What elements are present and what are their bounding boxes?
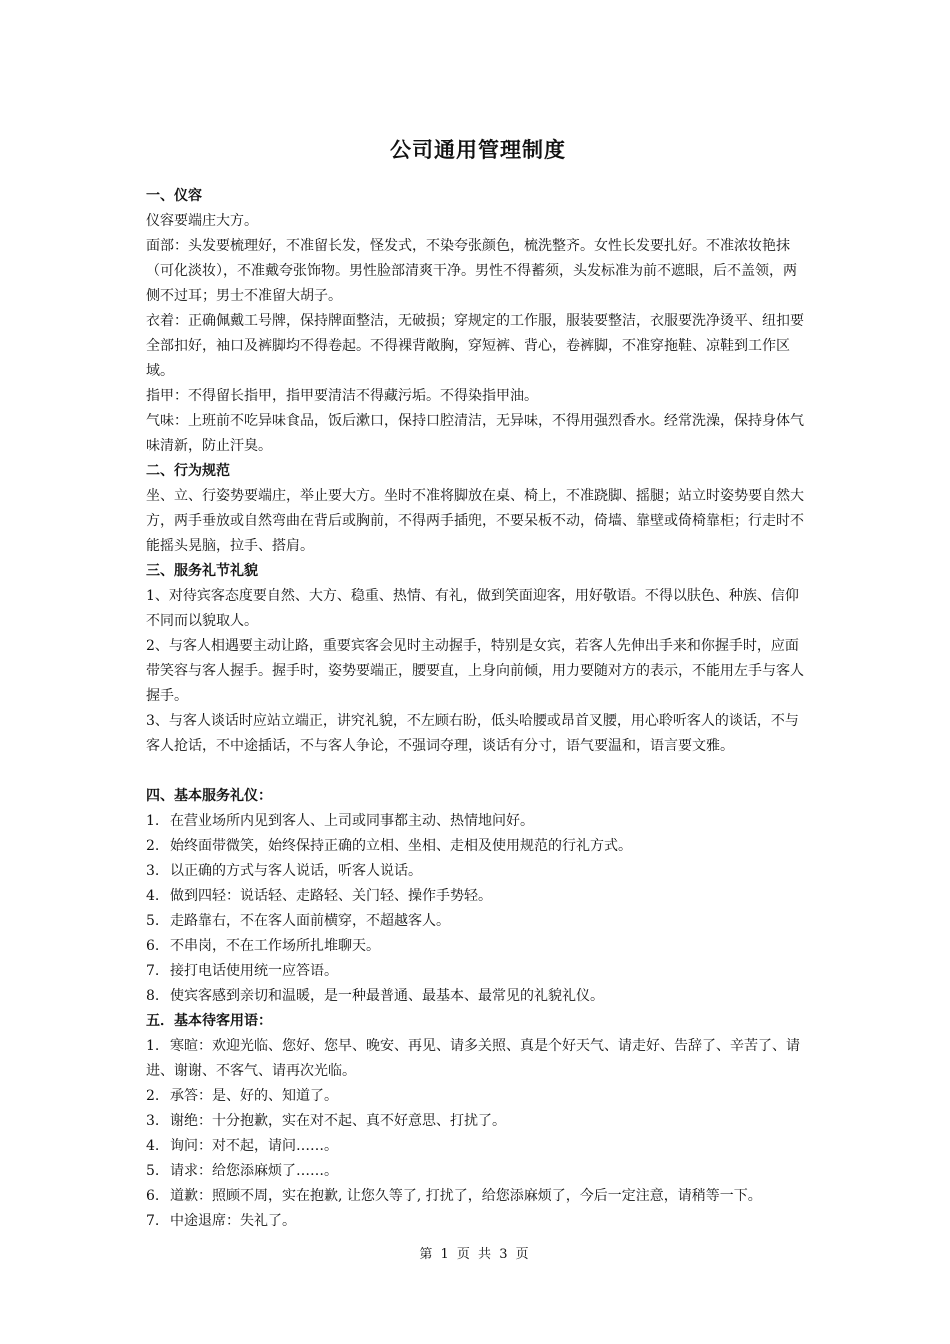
item-number: 5.	[146, 1163, 160, 1179]
section-heading: 一、仪容	[146, 188, 202, 204]
list-item	[146, 959, 810, 984]
item-text: 谢绝：十分抱歉，实在对不起、真不好意思、打扰了。	[170, 1113, 506, 1129]
item-text: 寒暄：欢迎光临、您好、您早、晚安、再见、请多关照、真是个好天气、请走好、告辞了、辛苦了、请进、谢谢、不客气、请再次光临。	[146, 1038, 800, 1079]
item-number: 7.	[146, 963, 160, 979]
item-number: 1.	[146, 813, 160, 829]
item-text: 在营业场所内见到客人、上司或同事都主动、热情地问好。	[170, 813, 534, 829]
list-item	[146, 1084, 810, 1109]
paragraph: 面部：头发要梳理好，不准留长发，怪发式，不染夸张颜色，梳洗整齐。女性长发要扎好。不准浓妆艳抹（可化淡妆），不准戴夸张饰物。男性脸部清爽干净。男性不得蓄须，头发标准为前不遮眼，后不盖领，两侧不过耳；男士不准留大胡子。	[146, 238, 797, 304]
item-text: 走路靠右，不在客人面前横穿，不超越客人。	[170, 913, 450, 929]
list-item	[146, 809, 810, 834]
list-item	[146, 1034, 810, 1084]
section-heading: 二、行为规范	[146, 463, 230, 479]
section-heading: 三、服务礼节礼貌	[146, 563, 258, 579]
item-text: 接打电话使用统一应答语。	[170, 963, 338, 979]
paragraph: 衣着：正确佩戴工号牌，保持牌面整洁，无破损；穿规定的工作服，服装要整洁，衣服要洗净烫平、纽扣要全部扣好，袖口及裤脚均不得卷起。不得裸背敞胸，穿短裤、背心，卷裤脚，不准穿拖鞋、凉鞋到工作区域。	[146, 313, 804, 379]
document-title: 公司通用管理制度	[390, 138, 566, 162]
list-item	[146, 909, 810, 934]
item-text: 承答：是、好的、知道了。	[170, 1088, 338, 1104]
list-item	[146, 1159, 810, 1184]
section-service-etiquette	[146, 559, 810, 759]
spacer	[146, 759, 810, 784]
item-number: 4.	[146, 1138, 160, 1154]
item-text: 使宾客感到亲切和温暖，是一种最普通、最基本、最常见的礼貌礼仪。	[170, 988, 604, 1004]
item-number: 7.	[146, 1213, 160, 1229]
item-number: 5.	[146, 913, 160, 929]
item-number: 3.	[146, 863, 160, 879]
item-text: 做到四轻：说话轻、走路轻、关门轻、操作手势轻。	[170, 888, 492, 904]
paragraph: 坐、立、行姿势要端庄，举止要大方。坐时不准将脚放在桌、椅上，不准跷脚、摇腿；站立时姿势要自然大方，两手垂放或自然弯曲在背后或胸前，不得两手插兜，不要呆板不动，倚墙、靠壁或倚椅靠柜；行走时不能摇头晃脑，拉手、搭肩。	[146, 488, 804, 554]
item-number: 8.	[146, 988, 160, 1004]
numbered-list	[146, 809, 810, 1009]
item-number: 2.	[146, 838, 160, 854]
numbered-list	[146, 1034, 810, 1234]
section-basic-service	[146, 784, 810, 1009]
page-footer: 第 1 页 共 3 页	[419, 1247, 531, 1262]
item-text: 请求：给您添麻烦了……。	[170, 1163, 338, 1179]
item-text: 询问：对不起，请问……。	[170, 1138, 338, 1154]
item-number: 3.	[146, 1113, 160, 1129]
list-item	[146, 859, 810, 884]
item-text: 不串岗，不在工作场所扎堆聊天。	[170, 938, 380, 954]
item-text: 中途退席：失礼了。	[170, 1213, 296, 1229]
item-number: 4.	[146, 888, 160, 904]
section-behavior	[146, 459, 810, 559]
list-item	[146, 1134, 810, 1159]
section-greeting-phrases	[146, 1009, 810, 1234]
list-item	[146, 934, 810, 959]
paragraph: 气味：上班前不吃异味食品，饭后漱口，保持口腔清洁，无异味，不得用强烈香水。经常洗澡，保持身体气味清新，防止汗臭。	[146, 413, 804, 454]
section-appearance	[146, 184, 810, 459]
item-text: 以正确的方式与客人说话，听客人说话。	[170, 863, 422, 879]
item-number: 2.	[146, 1088, 160, 1104]
section-heading: 四、基本服务礼仪：	[146, 788, 272, 804]
list-item	[146, 1109, 810, 1134]
list-item	[146, 834, 810, 859]
paragraph: 3、与客人谈话时应站立端正，讲究礼貌，不左顾右盼，低头哈腰或昂首叉腰，用心聆听客人的谈话，不与客人抢话，不中途插话，不与客人争论，不强词夺理，谈话有分寸，语气要温和，语言要文雅。	[146, 713, 799, 754]
paragraph: 1、对待宾客态度要自然、大方、稳重、热情、有礼，做到笑面迎客，用好敬语。不得以肤色、种族、信仰不同而以貌取人。	[146, 588, 799, 629]
list-item	[146, 884, 810, 909]
item-text: 始终面带微笑，始终保持正确的立相、坐相、走相及使用规范的行礼方式。	[170, 838, 632, 854]
list-item	[146, 984, 810, 1009]
paragraph: 指甲：不得留长指甲，指甲要清洁不得藏污垢。不得染指甲油。	[146, 388, 538, 404]
list-item	[146, 1184, 810, 1209]
paragraph: 2、与客人相遇要主动让路，重要宾客会见时主动握手，特别是女宾，若客人先伸出手来和你握手时，应面带笑容与客人握手。握手时，姿势要端正，腰要直，上身向前倾，用力要随对方的表示，不能用左手与客人握手。	[146, 638, 804, 704]
paragraph: 仪容要端庄大方。	[146, 213, 258, 229]
item-number: 6.	[146, 1188, 160, 1204]
item-text: 道歉：照顾不周，实在抱歉, 让您久等了, 打扰了，给您添麻烦了，今后一定注意，请稍等一下。	[170, 1188, 762, 1204]
item-number: 1.	[146, 1038, 160, 1054]
list-item	[146, 1209, 810, 1234]
section-heading: 五．基本待客用语：	[146, 1013, 272, 1029]
item-number: 6.	[146, 938, 160, 954]
